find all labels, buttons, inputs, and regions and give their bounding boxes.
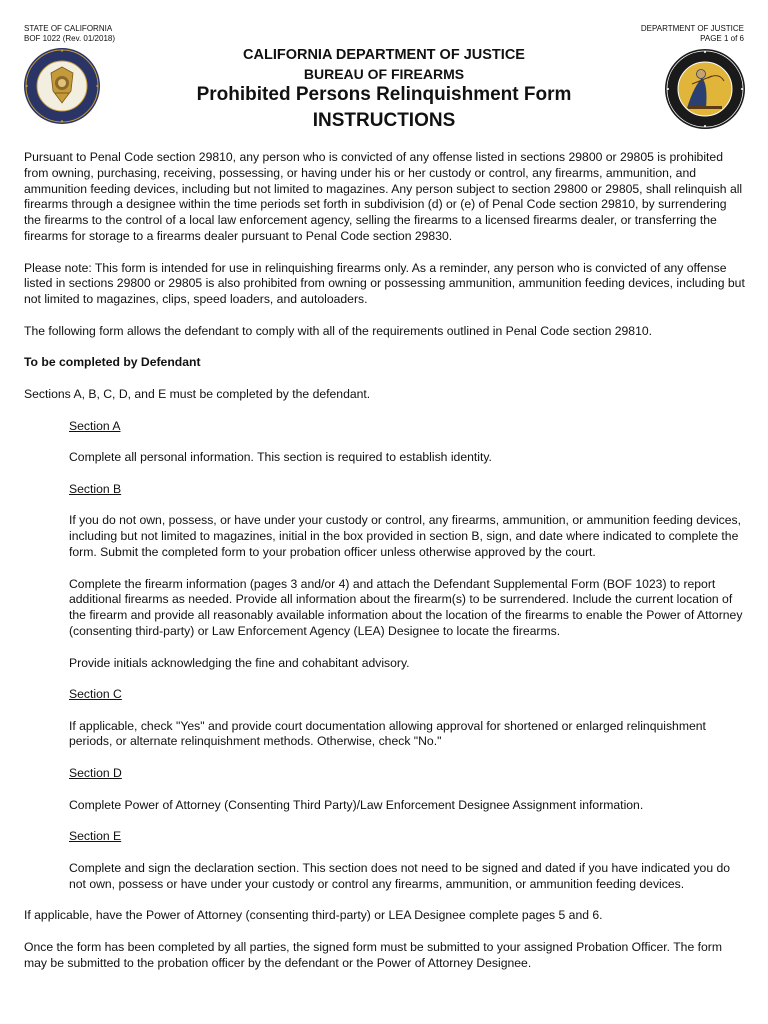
department-line: DEPARTMENT OF JUSTICE xyxy=(640,24,744,33)
section-e-text: Complete and sign the declaration section. This section does not need to be signed and dated if you have indicated you do not own, possess or have under your custody or control any firearms, ammunition, or ammunition feeding devices. xyxy=(69,860,731,891)
bureau-name: BUREAU OF FIREARMS xyxy=(303,66,465,82)
page-indicator: PAGE 1 of 6 xyxy=(700,33,744,43)
section-c-text: If applicable, check "Yes" and provide court documentation allowing approval for shortened or enlarged relinquishment periods, or alternate relinquishment methods. Otherwise, check "No." xyxy=(69,718,706,749)
intro-paragraph: Pursuant to Penal Code section 29810, any person who is convicted of any offense listed in sections 29800 or 29805 is prohibited from owning, purchasing, receiving, possessing, or having under his or her custody or control, any firearms, ammunition, and ammunition feeding devices, including but not limited to magazines. Any person subject to section 29800 or 29805, shall relinquish all firearms through a designee within the time periods set forth in subdivision (d) or (e) of Penal Code section 29810, by surrendering the firearms to the control of a local law enforcement agency, selling the firearms to a licensed firearms dealer, or transferring the firearms for storage to a firearms dealer pursuant to Penal Code section 29830. xyxy=(24,150,743,243)
section-d-text: Complete Power of Attorney (Consenting Third Party)/Law Enforcement Designee Assignment information. xyxy=(69,797,644,812)
submit-paragraph: Once the form has been completed by all parties, the signed form must be submitted to your assigned Probation Officer. The form may be submitted to the probation officer by the defendant or the Power of Attorney Designee. xyxy=(24,939,722,970)
section-b-title: Section B xyxy=(69,481,122,496)
section-b-paragraph-1: If you do not own, possess, or have under your custody or control, any firearms, ammunition, or ammunition feeding devices, including but not limited to magazines, initial in the box provided in section B, sign, and date where indicated to complete the form. Submit the completed form to your probation officer unless otherwise approved by the court. xyxy=(69,513,742,559)
form-id-block xyxy=(24,24,115,43)
sections-required: Sections A, B, C, D, and E must be completed by the defendant. xyxy=(24,386,371,401)
form-number: BOF 1022 (Rev. 01/2018) xyxy=(24,33,116,43)
poa-pages-paragraph: If applicable, have the Power of Attorney (consenting third-party) or LEA Designee complete pages 5 and 6. xyxy=(24,908,603,923)
department-block xyxy=(641,24,744,43)
section-e-title: Section E xyxy=(69,829,122,844)
allows-paragraph: The following form allows the defendant to comply with all of the requirements outlined in Penal Code section 29810. xyxy=(24,323,653,338)
section-b-paragraph-3: Provide initials acknowledging the fine and cohabitant advisory. xyxy=(69,655,410,670)
instructions-body xyxy=(24,150,746,987)
instructions-title: INSTRUCTIONS xyxy=(312,110,456,131)
agency-name: CALIFORNIA DEPARTMENT OF JUSTICE xyxy=(243,47,525,63)
state-line: STATE OF CALIFORNIA xyxy=(24,24,113,33)
section-c-title: Section C xyxy=(69,687,122,702)
form-title: Prohibited Persons Relinquishment Form xyxy=(196,84,572,105)
note-paragraph: Please note: This form is intended for use in relinquishing firearms only. As a reminder, any person who is convicted of any offense listed in sections 29800 or 29805 is also prohibited from owning or possessing ammunition, ammunition feeding devices, including but not limited to magazines, clips, speed loaders, and autoloaders. xyxy=(24,260,745,307)
section-a-title: Section A xyxy=(69,418,121,433)
defendant-heading: To be completed by Defendant xyxy=(24,355,201,370)
section-a-text: Complete all personal information. This section is required to establish identity. xyxy=(69,450,492,465)
section-d-title: Section D xyxy=(69,766,122,781)
section-b-paragraph-2: Complete the firearm information (pages 3 and/or 4) and attach the Defendant Supplemental Form (BOF 1023) to report additional firearms as needed. Provide all information about the firearm(s) to be surrendered. Include the current location of the firearm and provide all reasonably available information about the location of the firearms to enable the Power of Attorney (consenting third-party) or Law Enforcement Agency (LEA) Designee to locate the firearms. xyxy=(69,576,743,638)
